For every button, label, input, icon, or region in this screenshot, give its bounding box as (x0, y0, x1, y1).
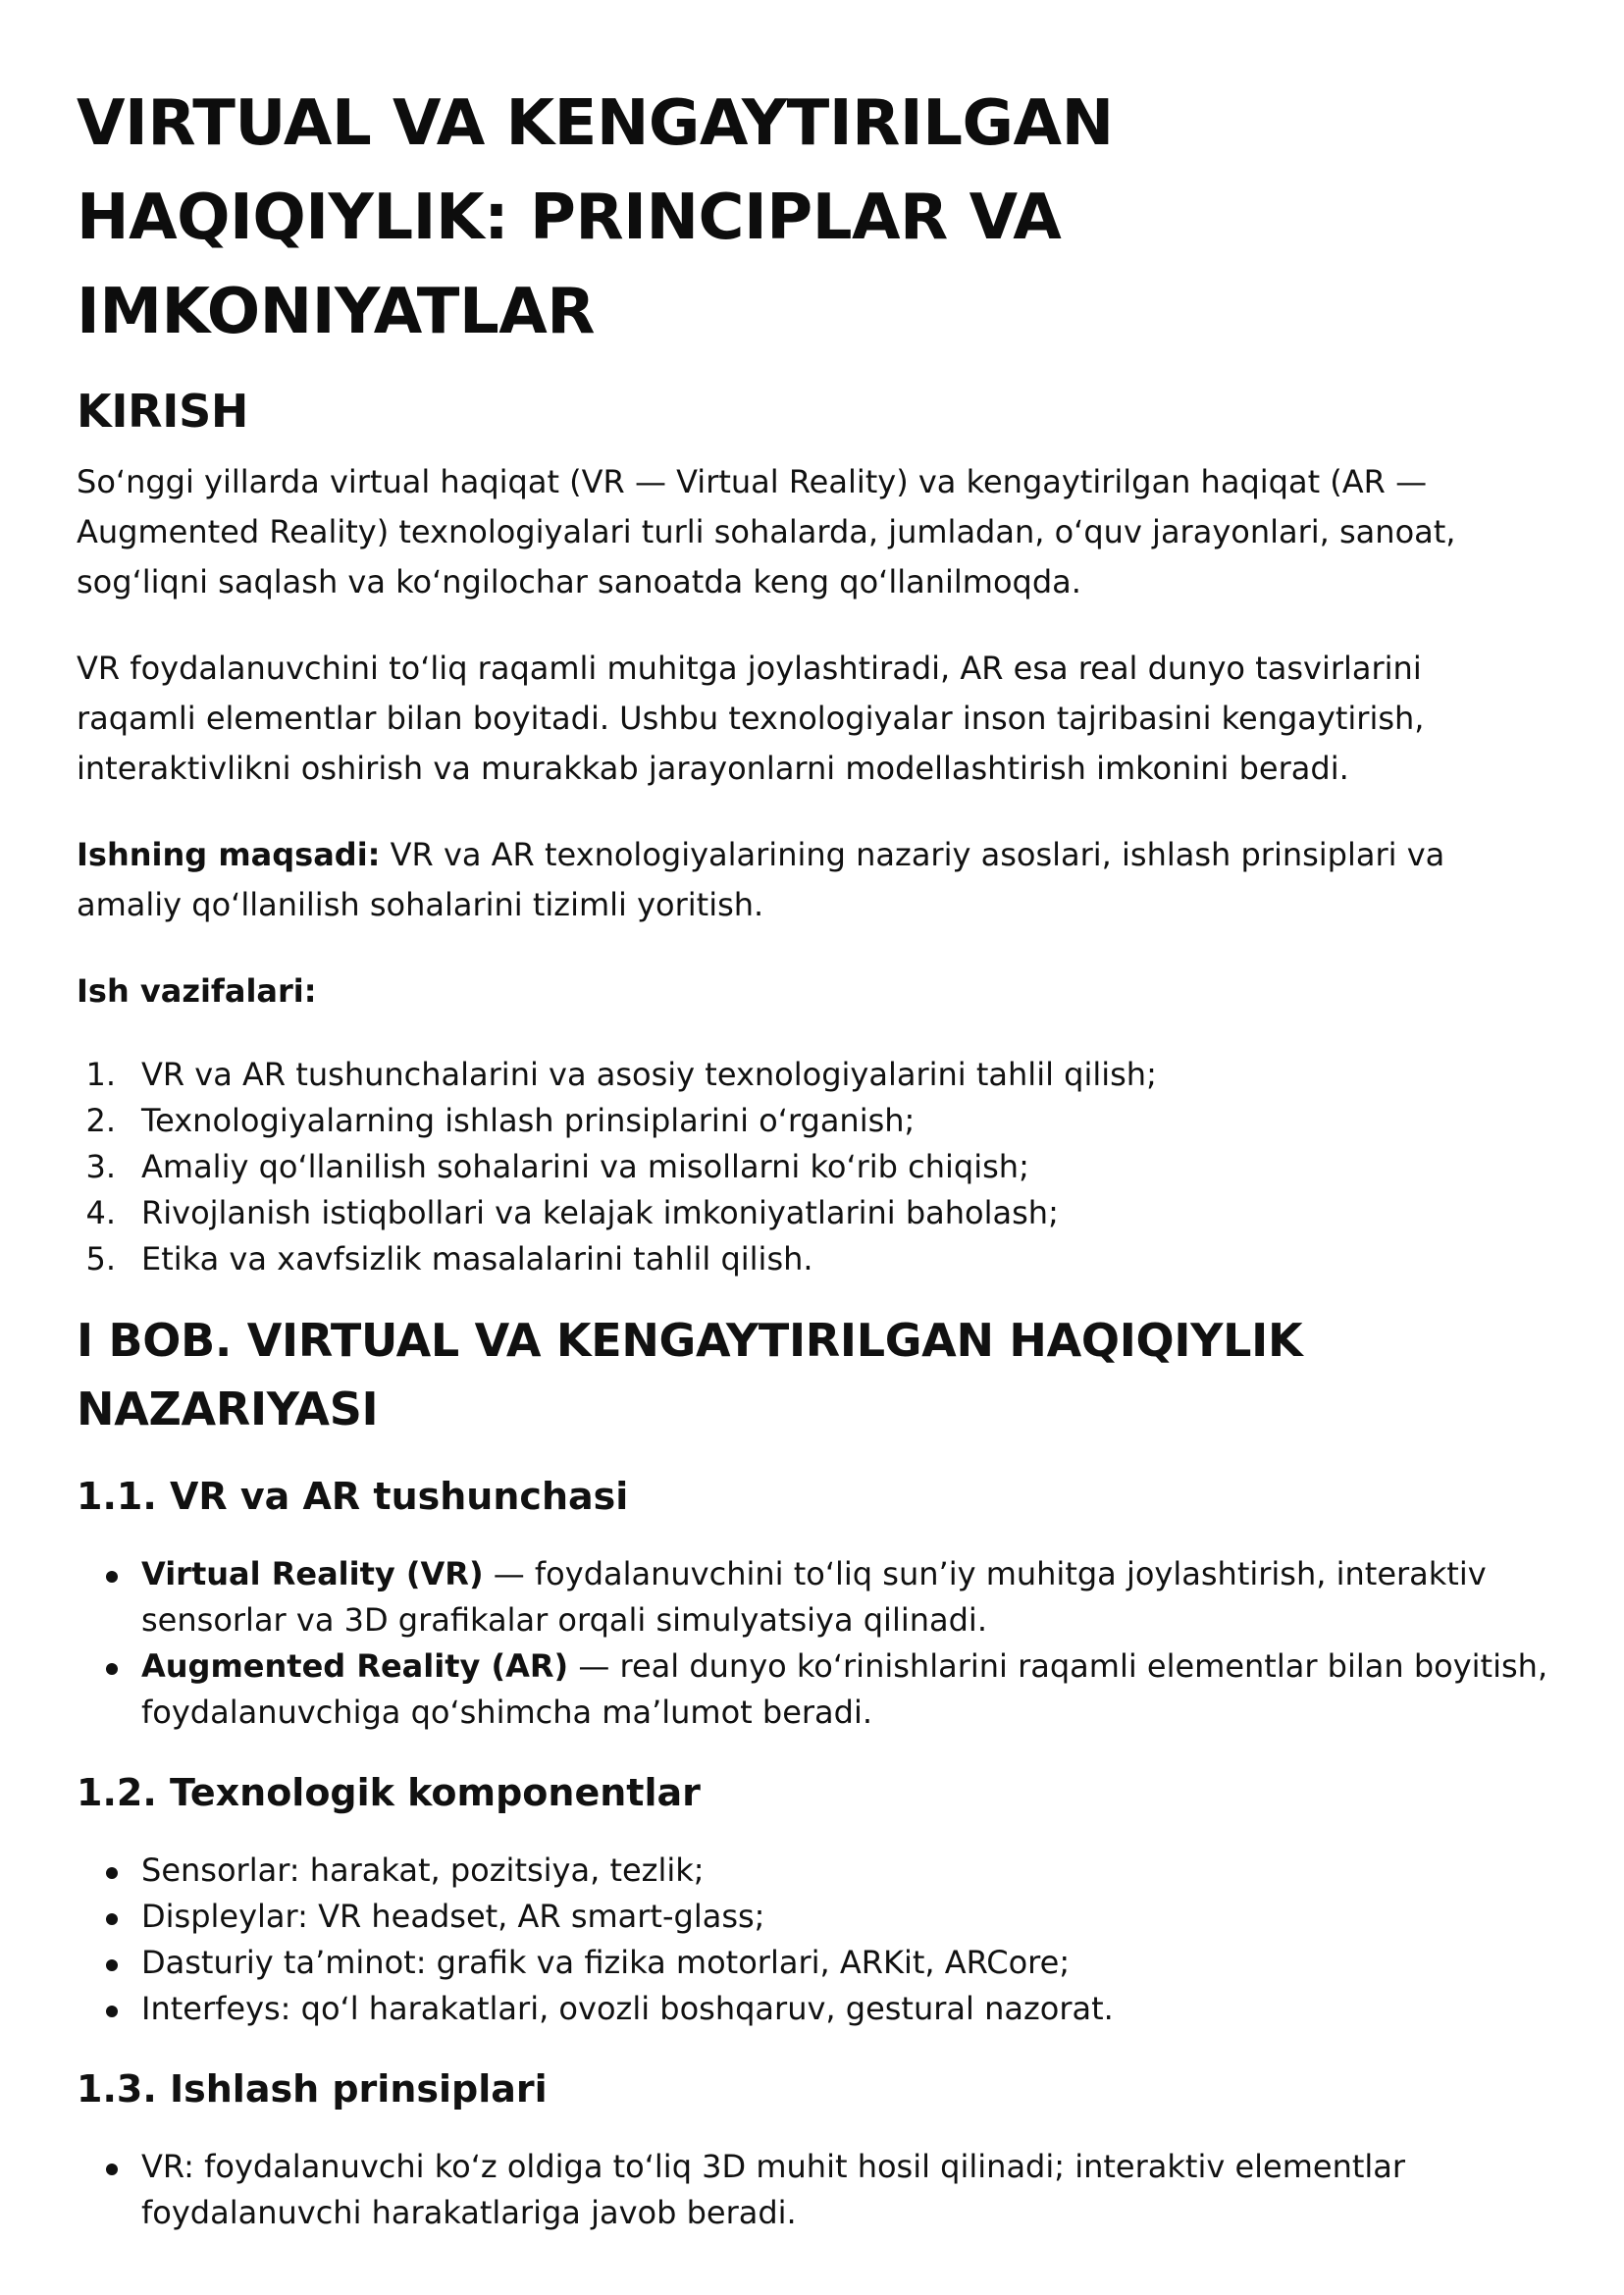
list-item-number: 2. (85, 1102, 116, 1139)
list-item-text: VR va AR tushunchalarini va asosiy texnologiyalarini tahlil qilish; (141, 1056, 1157, 1093)
page-content (77, 77, 1548, 2236)
bullet-icon (106, 2164, 118, 2175)
intro-heading: KIRISH (77, 385, 249, 438)
bullet-icon (106, 1867, 118, 1879)
list-item-number: 4. (85, 1194, 116, 1231)
list-item (77, 2144, 1548, 2236)
list-item-number: 3. (85, 1148, 116, 1185)
term-label: Augmented Reality (AR) (141, 1647, 569, 1685)
tasks-list (77, 1052, 1548, 1282)
intro-paragraph-1: So‘nggi yillarda virtual haqiqat (VR — Virtual Reality) va kengaytirilgan haqiqat (AR — Augmented Reality) texnologiyalari turli sohalarda, jumladan, o‘quv jarayonlari, sanoat, sog‘liqni saqlash va ko‘ngilochar sanoatda keng qo‘llanilmoqda. (77, 463, 1456, 600)
goal-label: Ishning maqsadi: (77, 836, 381, 873)
list-item (77, 1098, 1548, 1144)
term-label: Virtual Reality (VR) (141, 1555, 484, 1592)
list-item-text: Interfeys: qo‘l harakatlari, ovozli boshqaruv, gestural nazorat. (141, 1990, 1114, 2027)
tasks-label: Ish vazifalari: (77, 972, 317, 1010)
list-item (77, 1551, 1548, 1643)
goal-paragraph (77, 830, 1548, 930)
list-item-text: Dasturiy ta’minot: grafik va fizika motorlari, ARKit, ARCore; (141, 1944, 1071, 1981)
document-title: VIRTUAL VA KENGAYTIRILGAN HAQIQIYLIK: PRINCIPLAR VA IMKONIYATLAR (77, 87, 1114, 348)
list-item-text: Etika va xavfsizlik masalalarini tahlil qilish. (141, 1240, 813, 1278)
list-item (77, 1144, 1548, 1190)
list-item-text: Amaliy qo‘llanilish sohalarini va misollarni ko‘rib chiqish; (141, 1148, 1029, 1185)
list-item-text: Texnologiyalarning ishlash prinsiplarini o‘rganish; (141, 1102, 916, 1139)
list-item (77, 1190, 1548, 1236)
section-1-2-list (77, 1848, 1548, 2032)
intro-paragraph-2: VR foydalanuvchini to‘liq raqamli muhitga joylashtiradi, AR esa real dunyo tasvirlarini raqamli elementlar bilan boyitadi. Ushbu texnologiyalar inson tajribasini kengaytirish, interaktivlikni oshirish va murakkab jarayonlarni modellashtirish imkonini beradi. (77, 650, 1425, 787)
bullet-icon (106, 1913, 118, 1925)
list-item (77, 1940, 1548, 1986)
list-item-number: 1. (85, 1056, 116, 1093)
list-item (77, 1052, 1548, 1098)
list-item-text: Displeylar: VR headset, AR smart-glass; (141, 1898, 765, 1935)
list-item-text: Rivojlanish istiqbollari va kelajak imkoniyatlarini baholash; (141, 1194, 1059, 1231)
section-1-3-list (77, 2144, 1548, 2236)
section-1-1-list (77, 1551, 1548, 1736)
chapter-1-heading: I BOB. VIRTUAL VA KENGAYTIRILGAN HAQIQIYLIK NAZARIYASI (77, 1314, 1303, 1435)
term-definition: — real dunyo ko‘rinishlarini raqamli elementlar bilan boyitish, foydalanuvchiga qo‘shimcha ma’lumot beradi. (141, 1647, 1548, 1731)
section-1-3-heading: 1.3. Ishlash prinsiplari (77, 2067, 548, 2111)
list-item (77, 1236, 1548, 1282)
goal-text: VR va AR texnologiyalarining nazariy asoslari, ishlash prinsiplari va amaliy qo‘llanilish sohalarini tizimli yoritish. (77, 836, 1445, 923)
term-definition: — foydalanuvchini to‘liq sun’iy muhitga joylashtirish, interaktiv sensorlar va 3D grafikalar orqali simulyatsiya qilinadi. (141, 1555, 1487, 1639)
bullet-icon (106, 1663, 118, 1675)
list-item (77, 1986, 1548, 2032)
section-1-2-heading: 1.2. Texnologik komponentlar (77, 1771, 701, 1814)
list-item-text: VR: foydalanuvchi ko‘z oldiga to‘liq 3D muhit hosil qilinadi; interaktiv elementlar foydalanuvchi harakatlariga javob beradi. (141, 2148, 1406, 2231)
bullet-icon (106, 2006, 118, 2017)
list-item (77, 1894, 1548, 1940)
list-item-number: 5. (85, 1240, 116, 1278)
section-1-1-heading: 1.1. VR va AR tushunchasi (77, 1475, 629, 1518)
bullet-icon (106, 1959, 118, 1971)
list-item (77, 1848, 1548, 1894)
list-item-text: Sensorlar: harakat, pozitsiya, tezlik; (141, 1852, 705, 1889)
bullet-icon (106, 1571, 118, 1583)
list-item (77, 1643, 1548, 1736)
